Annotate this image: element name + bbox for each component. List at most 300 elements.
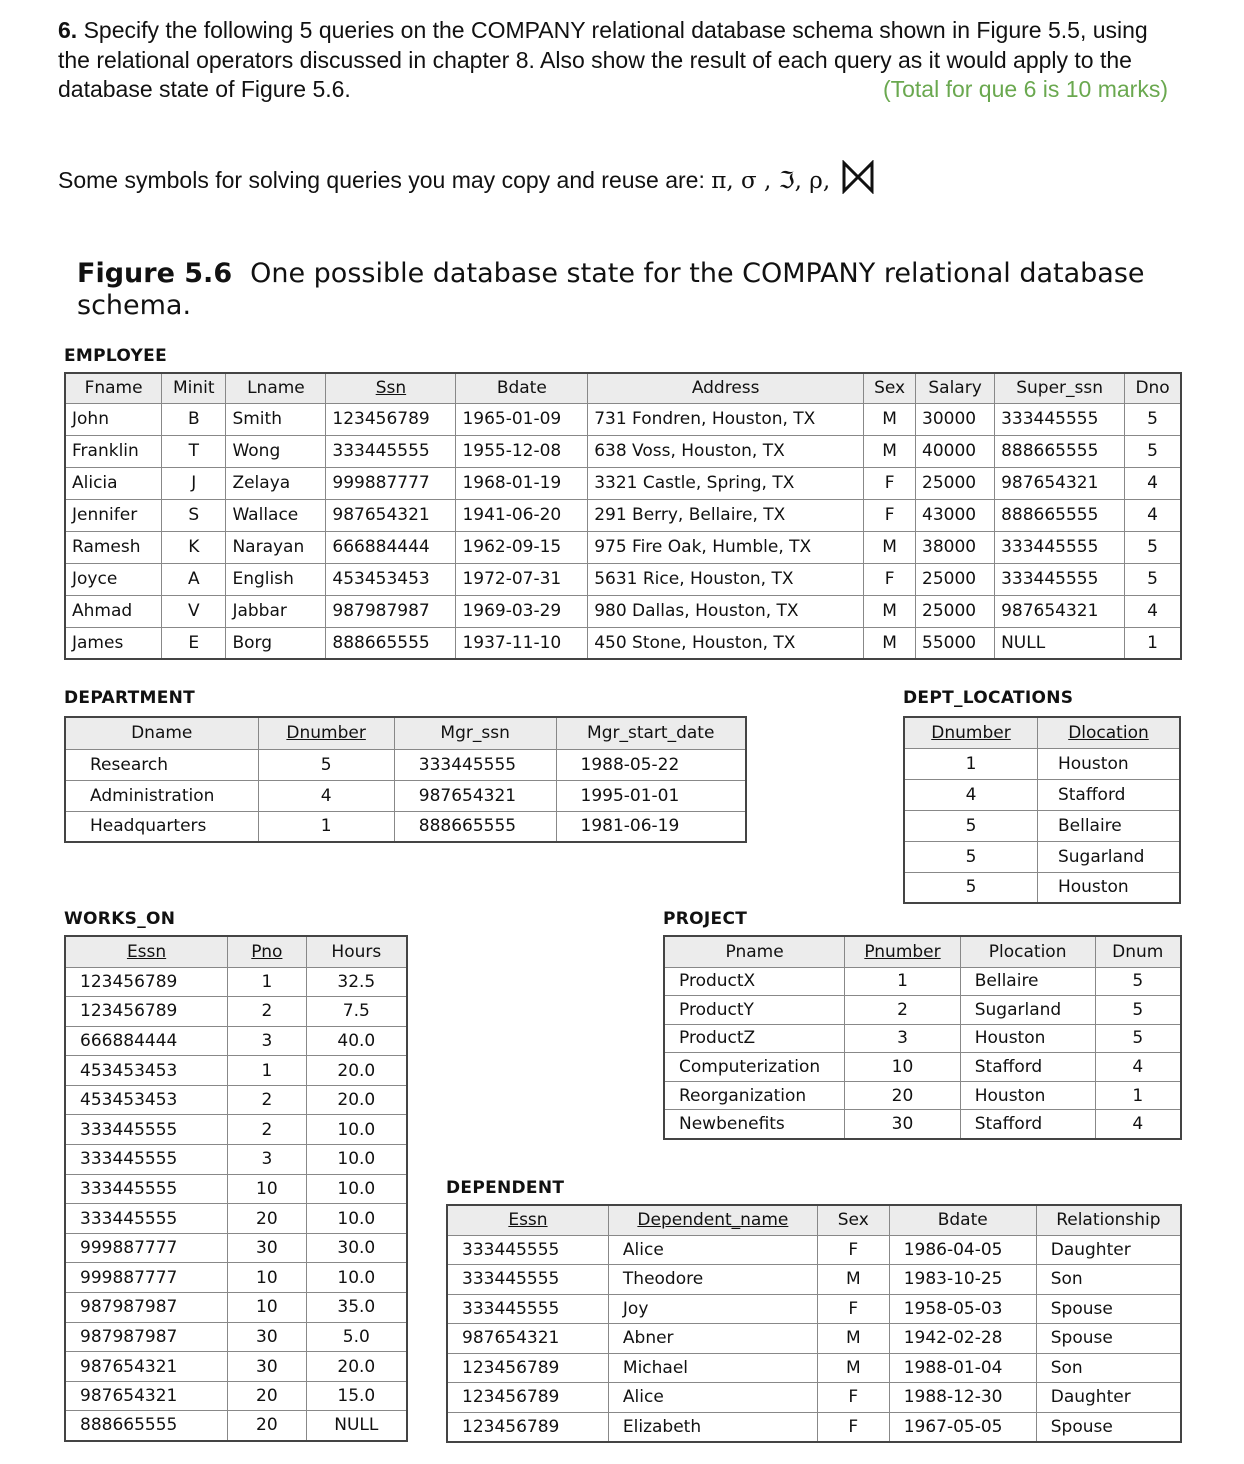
table-row (904, 779, 1180, 810)
table-row (447, 1412, 1181, 1442)
table-cell: 4 (1125, 499, 1181, 531)
table-row (664, 1081, 1181, 1110)
table-cell: 1972-07-31 (456, 563, 588, 595)
table-row (65, 1174, 407, 1204)
table-cell: B (162, 403, 226, 435)
column-header: Relationship (1036, 1205, 1181, 1235)
table-cell: 1968-01-19 (456, 467, 588, 499)
table-cell: 333445555 (995, 563, 1125, 595)
table-row (65, 1085, 407, 1115)
table-cell: 30 (228, 1322, 307, 1352)
table-cell: 1965-01-09 (456, 403, 588, 435)
table-cell: F (817, 1383, 889, 1413)
table-cell: 5 (1095, 1024, 1181, 1053)
table-row (65, 1204, 407, 1234)
table-cell: Borg (226, 627, 326, 659)
table-cell: 999887777 (326, 467, 456, 499)
table-cell: 20 (228, 1411, 307, 1441)
column-header: Mgr_start_date (556, 717, 746, 749)
table-cell: Houston (1037, 872, 1180, 903)
table-cell: Jennifer (65, 499, 162, 531)
table-cell: 20.0 (306, 1352, 407, 1382)
table-cell: 40000 (916, 435, 995, 467)
column-header: Lname (226, 373, 326, 403)
works-on-header-row (65, 936, 407, 967)
table-cell: 3321 Castle, Spring, TX (588, 467, 864, 499)
table-row (65, 1115, 407, 1145)
table-cell: 666884444 (65, 1026, 228, 1056)
table-row (65, 1352, 407, 1382)
table-cell: 333445555 (65, 1115, 228, 1145)
table-cell: 1988-12-30 (889, 1383, 1036, 1413)
table-row (65, 531, 1181, 563)
table-row (65, 563, 1181, 595)
table-cell: 333445555 (326, 435, 456, 467)
table-cell: 5631 Rice, Houston, TX (588, 563, 864, 595)
table-row (65, 1381, 407, 1411)
table-cell: 1 (228, 1056, 307, 1086)
table-cell: M (864, 435, 916, 467)
table-cell: 975 Fire Oak, Humble, TX (588, 531, 864, 563)
table-cell: Stafford (1037, 779, 1180, 810)
table-cell: 987654321 (65, 1381, 228, 1411)
table-row (904, 810, 1180, 841)
table-cell: Bellaire (1037, 810, 1180, 841)
table-cell: 666884444 (326, 531, 456, 563)
table-cell: 638 Voss, Houston, TX (588, 435, 864, 467)
table-cell: 1941-06-20 (456, 499, 588, 531)
table-cell: M (864, 627, 916, 659)
table-cell: 10.0 (306, 1115, 407, 1145)
table-cell: James (65, 627, 162, 659)
table-cell: M (817, 1265, 889, 1295)
table-row (65, 780, 746, 811)
table-cell: Stafford (960, 1110, 1095, 1139)
table-cell: 10.0 (306, 1263, 407, 1293)
table-cell: 1 (258, 811, 394, 842)
table-cell: ProductZ (664, 1024, 845, 1053)
table-cell: 123456789 (326, 403, 456, 435)
table-cell: Daughter (1036, 1235, 1181, 1265)
table-row (65, 967, 407, 997)
dependent-title: DEPENDENT (446, 1178, 565, 1198)
table-cell: 10.0 (306, 1174, 407, 1204)
column-header: Pnumber (845, 936, 960, 967)
symbols-glyphs: π, σ , ℑ, ρ, (711, 168, 831, 194)
table-cell: Joyce (65, 563, 162, 595)
table-cell: 5 (1125, 435, 1181, 467)
table-cell: 333445555 (447, 1265, 608, 1295)
table-cell: 40.0 (306, 1026, 407, 1056)
figure-label: Figure 5.6 (77, 258, 233, 289)
table-cell: 5 (1095, 996, 1181, 1025)
table-cell: T (162, 435, 226, 467)
table-cell: F (817, 1235, 889, 1265)
table-cell: 10 (228, 1263, 307, 1293)
table-cell: Daughter (1036, 1383, 1181, 1413)
table-cell: 38000 (916, 531, 995, 563)
dept-locations-header-row (904, 717, 1180, 748)
table-cell: S (162, 499, 226, 531)
table-row (664, 1110, 1181, 1139)
column-header: Hours (306, 936, 407, 967)
table-cell: 987654321 (326, 499, 456, 531)
table-cell: Alicia (65, 467, 162, 499)
column-header: Ssn (326, 373, 456, 403)
column-header: Dnumber (258, 717, 394, 749)
table-cell: 30000 (916, 403, 995, 435)
table-cell: Sugarland (1037, 841, 1180, 872)
table-cell: 2 (228, 1115, 307, 1145)
table-cell: 123456789 (65, 997, 228, 1027)
table-cell: 5 (1125, 563, 1181, 595)
table-cell: 5 (1095, 967, 1181, 996)
project-table (663, 935, 1182, 1140)
table-cell: 2 (228, 1085, 307, 1115)
table-cell: 987987987 (326, 595, 456, 627)
table-cell: 1 (904, 748, 1037, 779)
table-cell: 123456789 (447, 1353, 608, 1383)
employee-header-row (65, 373, 1181, 403)
table-cell: 987654321 (995, 467, 1125, 499)
table-row (447, 1353, 1181, 1383)
table-cell: M (817, 1324, 889, 1354)
table-cell: Franklin (65, 435, 162, 467)
table-cell: 10.0 (306, 1145, 407, 1175)
table-cell: 123456789 (447, 1383, 608, 1413)
table-row (65, 1233, 407, 1263)
table-cell: 20.0 (306, 1085, 407, 1115)
table-cell: K (162, 531, 226, 563)
works-on-table (64, 935, 408, 1442)
table-cell: 10.0 (306, 1204, 407, 1234)
table-cell: 5 (1125, 403, 1181, 435)
table-cell: 123456789 (65, 967, 228, 997)
table-cell: 333445555 (65, 1204, 228, 1234)
table-cell: 7.5 (306, 997, 407, 1027)
column-header: Essn (65, 936, 228, 967)
table-cell: Spouse (1036, 1294, 1181, 1324)
table-cell: 3 (228, 1145, 307, 1175)
table-cell: 1942-02-28 (889, 1324, 1036, 1354)
column-header: Dno (1125, 373, 1181, 403)
table-cell: 25000 (916, 467, 995, 499)
table-row (65, 1411, 407, 1441)
table-cell: 453453453 (326, 563, 456, 595)
table-cell: 5 (904, 872, 1037, 903)
table-cell: 20 (845, 1081, 960, 1110)
column-header: Sex (864, 373, 916, 403)
table-cell: ProductX (664, 967, 845, 996)
table-cell: Joy (608, 1294, 817, 1324)
table-cell: 987654321 (995, 595, 1125, 627)
table-cell: 10 (845, 1053, 960, 1082)
table-cell: 999887777 (65, 1263, 228, 1293)
table-cell: 333445555 (995, 531, 1125, 563)
table-cell: F (864, 467, 916, 499)
table-cell: Theodore (608, 1265, 817, 1295)
table-cell: 30 (228, 1352, 307, 1382)
column-header: Address (588, 373, 864, 403)
table-cell: Wong (226, 435, 326, 467)
table-cell: M (864, 531, 916, 563)
table-cell: 1981-06-19 (556, 811, 746, 842)
table-cell: Bellaire (960, 967, 1095, 996)
table-cell: 5 (904, 841, 1037, 872)
table-cell: 15.0 (306, 1381, 407, 1411)
table-cell: 888665555 (995, 435, 1125, 467)
table-cell: 4 (258, 780, 394, 811)
table-cell: 999887777 (65, 1233, 228, 1263)
table-row (65, 1263, 407, 1293)
table-cell: 1967-05-05 (889, 1412, 1036, 1442)
table-cell: Smith (226, 403, 326, 435)
table-row (65, 627, 1181, 659)
marks-note: (Total for que 6 is 10 marks) (882, 76, 1168, 102)
table-cell: 333445555 (447, 1235, 608, 1265)
table-row (664, 1053, 1181, 1082)
table-cell: Alice (608, 1383, 817, 1413)
table-row (447, 1383, 1181, 1413)
table-cell: 333445555 (65, 1145, 228, 1175)
table-row (65, 1145, 407, 1175)
table-row (65, 997, 407, 1027)
table-cell: A (162, 563, 226, 595)
table-cell: 10 (228, 1293, 307, 1323)
table-cell: 980 Dallas, Houston, TX (588, 595, 864, 627)
table-cell: 4 (1095, 1053, 1181, 1082)
table-cell: Newbenefits (664, 1110, 845, 1139)
table-cell: E (162, 627, 226, 659)
table-cell: 1 (1125, 627, 1181, 659)
table-cell: 55000 (916, 627, 995, 659)
table-row (65, 403, 1181, 435)
table-cell: Abner (608, 1324, 817, 1354)
table-cell: 20 (228, 1204, 307, 1234)
table-cell: Reorganization (664, 1081, 845, 1110)
column-header: Fname (65, 373, 162, 403)
figure-caption-text: One possible database state for the COMPANY relational database schema. (77, 258, 1145, 321)
table-cell: F (864, 563, 916, 595)
table-cell: 1962-09-15 (456, 531, 588, 563)
table-row (65, 1026, 407, 1056)
table-cell: 5 (1125, 531, 1181, 563)
column-header: Salary (916, 373, 995, 403)
table-cell: M (864, 403, 916, 435)
table-cell: Zelaya (226, 467, 326, 499)
table-cell: 1 (845, 967, 960, 996)
column-header: Dlocation (1037, 717, 1180, 748)
join-icon (841, 160, 875, 194)
table-cell: F (817, 1412, 889, 1442)
column-header: Bdate (456, 373, 588, 403)
table-cell: J (162, 467, 226, 499)
table-cell: 5 (904, 810, 1037, 841)
table-cell: 30.0 (306, 1233, 407, 1263)
table-cell: 25000 (916, 563, 995, 595)
column-header: Sex (817, 1205, 889, 1235)
table-cell: Son (1036, 1265, 1181, 1295)
column-header: Dnumber (904, 717, 1037, 748)
table-cell: 888665555 (65, 1411, 228, 1441)
table-cell: 4 (1125, 595, 1181, 627)
table-cell: Houston (960, 1024, 1095, 1053)
table-cell: Sugarland (960, 996, 1095, 1025)
table-row (904, 872, 1180, 903)
table-cell: 1937-11-10 (456, 627, 588, 659)
table-cell: M (817, 1353, 889, 1383)
table-cell: 987987987 (65, 1293, 228, 1323)
dept-locations-table (903, 716, 1181, 904)
table-cell: 20.0 (306, 1056, 407, 1086)
column-header: Pno (228, 936, 307, 967)
table-row (65, 811, 746, 842)
table-cell: Elizabeth (608, 1412, 817, 1442)
column-header: Plocation (960, 936, 1095, 967)
table-cell: Son (1036, 1353, 1181, 1383)
table-cell: Administration (65, 780, 258, 811)
table-cell: 43000 (916, 499, 995, 531)
table-cell: 1983-10-25 (889, 1265, 1036, 1295)
table-cell: Stafford (960, 1053, 1095, 1082)
column-header: Dependent_name (608, 1205, 817, 1235)
project-header-row (664, 936, 1181, 967)
table-row (65, 749, 746, 780)
symbols-prefix: Some symbols for solving queries you may copy and reuse are: (58, 167, 705, 193)
department-header-row (65, 717, 746, 749)
table-cell: 4 (904, 779, 1037, 810)
column-header: Dname (65, 717, 258, 749)
department-title: DEPARTMENT (64, 688, 196, 708)
table-cell: ProductY (664, 996, 845, 1025)
table-cell: 453453453 (65, 1056, 228, 1086)
table-cell: Houston (1037, 748, 1180, 779)
employee-table (64, 372, 1182, 660)
table-cell: 35.0 (306, 1293, 407, 1323)
table-cell: English (226, 563, 326, 595)
dependent-header-row (447, 1205, 1181, 1235)
table-cell: 3 (845, 1024, 960, 1053)
column-header: Dnum (1095, 936, 1181, 967)
table-cell: 5.0 (306, 1322, 407, 1352)
table-cell: 10 (228, 1174, 307, 1204)
table-row (65, 1322, 407, 1352)
table-cell: 888665555 (326, 627, 456, 659)
table-row (65, 467, 1181, 499)
table-cell: 1955-12-08 (456, 435, 588, 467)
table-row (664, 996, 1181, 1025)
figure-caption (77, 258, 1177, 322)
table-cell: Spouse (1036, 1324, 1181, 1354)
table-cell: 333445555 (394, 749, 556, 780)
table-cell: M (864, 595, 916, 627)
table-cell: 2 (228, 997, 307, 1027)
symbols-line (58, 160, 875, 194)
question-number: 6. (58, 17, 78, 43)
table-cell: 25000 (916, 595, 995, 627)
table-cell: Headquarters (65, 811, 258, 842)
table-cell: Computerization (664, 1053, 845, 1082)
table-row (664, 1024, 1181, 1053)
table-cell: V (162, 595, 226, 627)
table-cell: 32.5 (306, 967, 407, 997)
table-cell: John (65, 403, 162, 435)
table-cell: 4 (1125, 467, 1181, 499)
table-cell: 333445555 (65, 1174, 228, 1204)
table-cell: Narayan (226, 531, 326, 563)
table-cell: 5 (258, 749, 394, 780)
dept-locations-title: DEPT_LOCATIONS (903, 688, 1074, 708)
table-cell: 123456789 (447, 1412, 608, 1442)
table-row (664, 967, 1181, 996)
table-row (447, 1265, 1181, 1295)
table-cell: 987654321 (447, 1324, 608, 1354)
table-cell: 1995-01-01 (556, 780, 746, 811)
column-header: Minit (162, 373, 226, 403)
table-cell: 291 Berry, Bellaire, TX (588, 499, 864, 531)
table-cell: F (864, 499, 916, 531)
table-row (447, 1324, 1181, 1354)
table-cell: Research (65, 749, 258, 780)
table-cell: NULL (995, 627, 1125, 659)
table-cell: 888665555 (394, 811, 556, 842)
table-row (65, 499, 1181, 531)
table-cell: 453453453 (65, 1085, 228, 1115)
table-cell: Wallace (226, 499, 326, 531)
table-cell: 30 (845, 1110, 960, 1139)
table-cell: 4 (1095, 1110, 1181, 1139)
column-header: Bdate (889, 1205, 1036, 1235)
dependent-table (446, 1204, 1182, 1443)
table-cell: 1986-04-05 (889, 1235, 1036, 1265)
table-cell: 30 (228, 1233, 307, 1263)
table-cell: 1 (1095, 1081, 1181, 1110)
table-row (447, 1294, 1181, 1324)
employee-title: EMPLOYEE (64, 346, 167, 366)
table-cell: 1988-05-22 (556, 749, 746, 780)
table-cell: Michael (608, 1353, 817, 1383)
department-table (64, 716, 747, 843)
table-cell: Ahmad (65, 595, 162, 627)
table-cell: 987654321 (65, 1352, 228, 1382)
table-row (447, 1235, 1181, 1265)
table-cell: 333445555 (995, 403, 1125, 435)
project-title: PROJECT (663, 909, 748, 929)
table-row (65, 435, 1181, 467)
table-row (65, 595, 1181, 627)
table-cell: 731 Fondren, Houston, TX (588, 403, 864, 435)
question-text (58, 16, 1168, 105)
table-cell: Alice (608, 1235, 817, 1265)
table-cell: Spouse (1036, 1412, 1181, 1442)
column-header: Pname (664, 936, 845, 967)
column-header: Super_ssn (995, 373, 1125, 403)
table-cell: 20 (228, 1381, 307, 1411)
table-cell: Ramesh (65, 531, 162, 563)
table-cell: 3 (228, 1026, 307, 1056)
table-row (65, 1293, 407, 1323)
question-body: Specify the following 5 queries on the COMPANY relational database schema shown in Figure 5.5, using the relational operators discussed in chapter 8. Also show the result of each query as it would apply to the database state of Figure 5.6. (58, 17, 1148, 102)
table-cell: 2 (845, 996, 960, 1025)
column-header: Essn (447, 1205, 608, 1235)
table-cell: 987654321 (394, 780, 556, 811)
works-on-title: WORKS_ON (64, 909, 176, 929)
table-cell: F (817, 1294, 889, 1324)
table-row (65, 1056, 407, 1086)
table-row (904, 841, 1180, 872)
table-cell: 1 (228, 967, 307, 997)
table-cell: 1969-03-29 (456, 595, 588, 627)
